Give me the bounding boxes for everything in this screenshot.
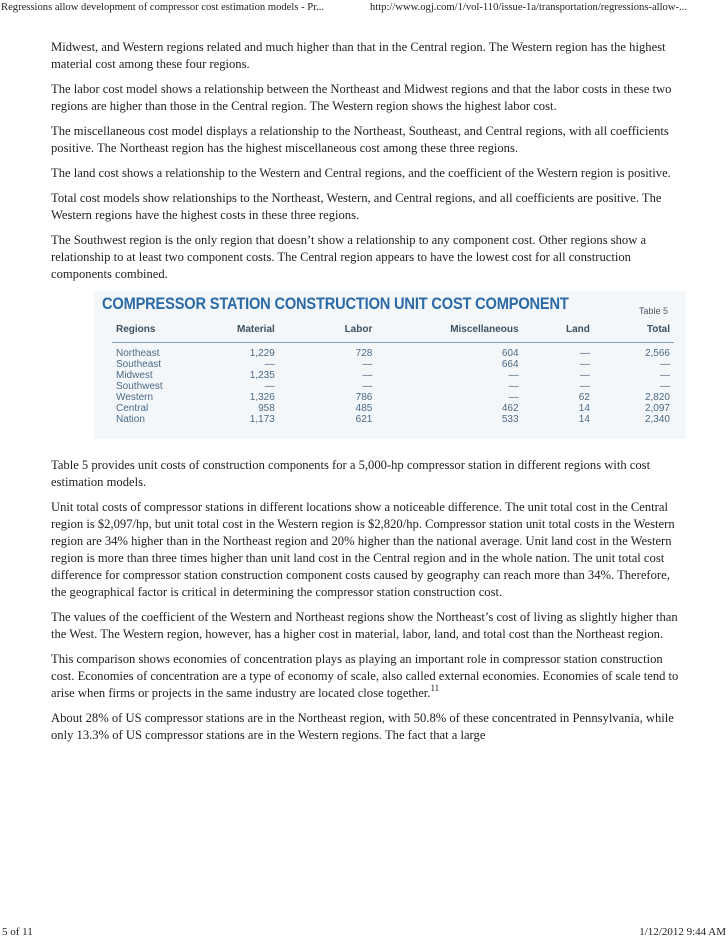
page-title: Regressions allow development of compressor cost estimation models - Pr...	[1, 2, 325, 13]
cost-table	[112, 318, 674, 425]
cell-region: Western	[116, 392, 154, 403]
column-header-labor: Labor	[279, 318, 377, 343]
cell-land: 62	[578, 392, 590, 403]
paragraph: About 28% of US compressor stations are in the Northeast region, with 50.8% of these concentrated in Pennsylvania, while only 13.3% of US compressor stations are in the Western regions. The fact that a large	[51, 711, 674, 742]
page-url[interactable]: http://www.ogj.com/1/vol-110/issue-1a/transportation/regressions-allow-...	[370, 2, 687, 13]
cell-region: Nation	[116, 414, 145, 425]
print-header	[0, 0, 728, 20]
table-row	[112, 359, 674, 370]
table-number: Table 5	[638, 306, 668, 316]
cell-labor: —	[362, 359, 373, 370]
cell-miscellaneous: 533	[501, 414, 519, 425]
paragraph-with-footnote	[51, 651, 686, 702]
paragraph: Table 5 provides unit costs of construction components for a 5,000-hp compressor station in different regions with cost estimation models.	[51, 458, 651, 489]
table-row	[112, 414, 674, 425]
cell-land: —	[579, 370, 590, 381]
paragraph: The miscellaneous cost model displays a relationship to the Northeast, Southeast, and Central regions, with all coefficients positive. The Northeast region has the highest miscellaneous cost among these three regions.	[51, 124, 669, 155]
cell-material: 1,173	[249, 414, 275, 425]
cell-miscellaneous: —	[508, 381, 519, 392]
table-row	[112, 392, 674, 403]
cell-labor: 485	[355, 403, 373, 414]
paragraph: Total cost models show relationships to the Northeast, Western, and Central regions, and all coefficients are positive. The Western regions have the highest costs in these three regions.	[51, 191, 662, 222]
cell-labor: 786	[355, 392, 373, 403]
cell-miscellaneous: 664	[501, 359, 519, 370]
cell-material: 1,235	[249, 370, 275, 381]
column-header-miscellaneous: Miscellaneous	[376, 318, 522, 343]
cell-miscellaneous: 604	[501, 348, 519, 359]
column-header-land: Land	[523, 318, 594, 343]
table-5-figure	[94, 291, 686, 439]
cell-total: —	[660, 359, 670, 370]
cell-total: 2,340	[644, 414, 670, 425]
table-row	[112, 370, 674, 381]
cell-material: —	[264, 359, 275, 370]
cell-material: 1,229	[249, 348, 275, 359]
column-header-regions: Regions	[112, 318, 197, 343]
paragraph: Midwest, and Western regions related and much higher than that in the Central region. The Western region has the highest material cost among these four regions.	[51, 40, 666, 71]
paragraph: Unit total costs of compressor stations in different locations show a noticeable difference. The unit total cost in the Central region is $2,097/hp, but unit total cost in the Western region is $2,820/hp. Compressor station unit total costs in the Western region are 34% higher than in the Northeast region and 20% higher than the national average. Unit land cost in the Western region is more than three times higher than unit land cost in the Central region and in the whole nation. The unit total cost difference for compressor station construction component costs caused by geography can reach more than 34%. Therefore, the geographical factor is critical in determining the compressor station construction cost.	[51, 500, 675, 599]
cell-region: Midwest	[116, 370, 153, 381]
column-header-material: Material	[197, 318, 279, 343]
cell-land: 14	[578, 414, 590, 425]
cell-region: Northeast	[116, 348, 160, 359]
article-body	[51, 39, 686, 752]
cell-total: 2,566	[644, 348, 670, 359]
cell-labor: —	[362, 370, 373, 381]
cell-total: 2,820	[644, 392, 670, 403]
cell-material: —	[264, 381, 275, 392]
cell-total: —	[660, 381, 670, 392]
cell-land: —	[579, 348, 590, 359]
paragraph: The Southwest region is the only region that doesn’t show a relationship to any component cost. Other regions show a relationship to at least two component costs. The Central region appears to have the lowest cost for all construction components combined.	[51, 233, 647, 281]
cell-miscellaneous: —	[508, 370, 519, 381]
table-row	[112, 403, 674, 414]
cell-material: 958	[258, 403, 275, 414]
paragraph: The values of the coefficient of the Western and Northeast regions show the Northeast’s cost of living as slightly higher than the West. The Western region, however, has a higher cost in material, labor, land, and total cost than the Northeast region.	[51, 610, 678, 641]
table-header-row	[112, 318, 674, 343]
footnote-ref[interactable]: 11	[430, 683, 440, 693]
cell-land: 14	[578, 403, 590, 414]
table-row	[112, 381, 674, 392]
cell-miscellaneous: —	[508, 392, 519, 403]
cell-labor: 728	[355, 348, 373, 359]
column-header-total: Total	[594, 318, 674, 343]
cell-labor: 621	[355, 414, 373, 425]
cell-labor: —	[362, 381, 373, 392]
cell-land: —	[579, 381, 590, 392]
cell-total: 2,097	[644, 403, 670, 414]
paragraph-text: This comparison shows economies of concentration plays as playing an important role in compressor station construction cost. Economies of concentration are a type of economy of scale, also called external economies. Economies of scale tend to arise when firms or projects in the same industry are located close together.	[51, 652, 679, 700]
table-row	[112, 343, 674, 360]
table-title: COMPRESSOR STATION CONSTRUCTION UNIT COST COMPONENT	[102, 294, 569, 313]
page-number: 5 of 11	[2, 926, 33, 938]
cell-total: —	[660, 370, 670, 381]
cell-miscellaneous: 462	[501, 403, 519, 414]
cell-material: 1,326	[249, 392, 275, 403]
cell-land: —	[579, 359, 590, 370]
paragraph: The land cost shows a relationship to the Western and Central regions, and the coefficient of the Western region is positive.	[51, 166, 671, 180]
print-datetime: 1/12/2012 9:44 AM	[639, 926, 726, 938]
cell-region: Southwest	[116, 381, 163, 392]
paragraph: The labor cost model shows a relationship between the Northeast and Midwest regions and that the labor costs in these two regions are higher than those in the Central region. The Western region shows the highest labor cost.	[51, 82, 672, 113]
cell-region: Central	[116, 403, 149, 414]
cell-region: Southeast	[116, 359, 162, 370]
